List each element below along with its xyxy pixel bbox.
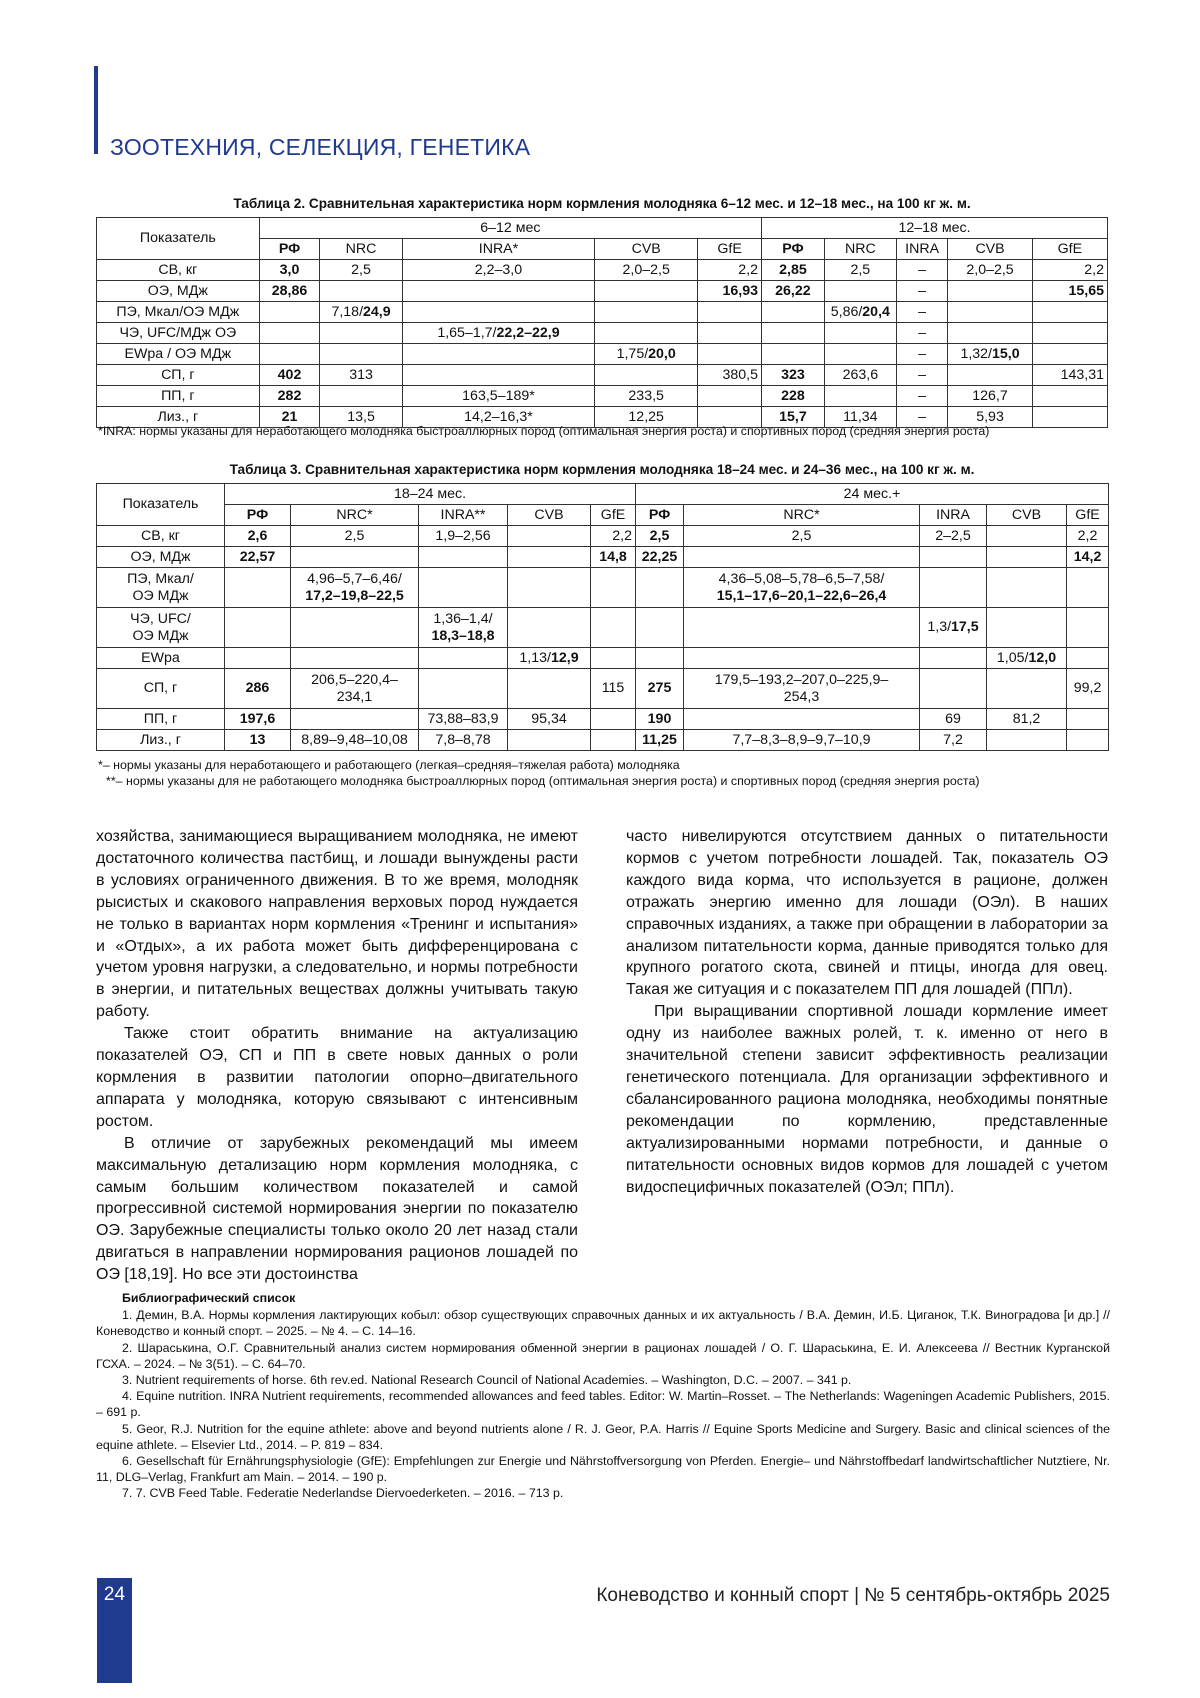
cell: [225, 608, 291, 648]
table-cell: 282: [259, 386, 320, 407]
table-cell: [259, 323, 320, 344]
t2-col: РФ: [762, 239, 825, 260]
table-cell: 263,6: [824, 365, 896, 386]
table-cell: 2,5: [320, 260, 402, 281]
cell: [508, 526, 591, 547]
table-cell: 13,5: [320, 407, 402, 428]
cell: [987, 669, 1067, 709]
cell: 2,5: [636, 526, 684, 547]
t2-h-indicator: Показатель: [97, 218, 260, 260]
cell: 206,5–220,4– 234,1: [291, 669, 419, 709]
cell: [684, 608, 920, 648]
table-cell: [595, 281, 698, 302]
table-cell: 14,2–16,3*: [402, 407, 595, 428]
cell: [291, 648, 419, 669]
table-cell: 380,5: [698, 365, 762, 386]
t2-col: GfE: [1032, 239, 1107, 260]
cell: 7,2: [920, 730, 987, 751]
table-cell: [948, 365, 1032, 386]
cell: 4,36–5,08–5,78–6,5–7,58/ 15,1–17,6–20,1–22,6–26,4: [684, 568, 920, 608]
reference: 4. Equine nutrition. INRA Nutrient requirements, recommended allowances and feed tables. Editor: W. Martin–Rosset. – The Netherlands: Wageningen Academic Publishers, 2015. – 691 p.: [96, 1389, 1110, 1420]
table-cell: [762, 344, 825, 365]
t3-col: CVB: [987, 505, 1067, 526]
table-cell: [320, 344, 402, 365]
cell: [920, 547, 987, 568]
cell: 7,7–8,3–8,9–9,7–10,9: [684, 730, 920, 751]
cell: [591, 709, 636, 730]
t2-body: [97, 260, 1108, 428]
cell: [291, 547, 419, 568]
cell: 179,5–193,2–207,0–225,9– 254,3: [684, 669, 920, 709]
table-cell: [698, 344, 762, 365]
t3-row-pe: [97, 568, 1109, 608]
table-cell: [824, 386, 896, 407]
cell: [419, 547, 508, 568]
cell: 1,3/17,5: [920, 608, 987, 648]
cell: [508, 547, 591, 568]
t3-row-che: [97, 608, 1109, 648]
cell: Лиз., г: [97, 730, 225, 751]
cell: 2,5: [684, 526, 920, 547]
table-cell: Лиз., г: [97, 407, 260, 428]
cell: ОЭ, МДж: [97, 547, 225, 568]
table-cell: [824, 323, 896, 344]
table-cell: 228: [762, 386, 825, 407]
table-cell: 5,93: [948, 407, 1032, 428]
reference: 7. 7. CVB Feed Table. Federatie Nederlandse Diervoederketen. – 2016. – 713 p.: [122, 1486, 564, 1501]
table-cell: ОЭ, МДж: [97, 281, 260, 302]
cell: [291, 709, 419, 730]
t2-col: РФ: [259, 239, 320, 260]
cell: [591, 648, 636, 669]
cell: EWpa: [97, 648, 225, 669]
table-cell: [595, 323, 698, 344]
cell: 2–2,5: [920, 526, 987, 547]
table-cell: 2,85: [762, 260, 825, 281]
table-cell: [1032, 344, 1107, 365]
table-cell: 1,32/15,0: [948, 344, 1032, 365]
t2-col: INRA: [896, 239, 947, 260]
cell: 22,25: [636, 547, 684, 568]
cell: [591, 730, 636, 751]
table-cell: EWpa / ОЭ МДж: [97, 344, 260, 365]
table-cell: [698, 386, 762, 407]
table-cell: 2,2: [1032, 260, 1107, 281]
t3-col: NRC*: [291, 505, 419, 526]
table-cell: [320, 323, 402, 344]
table-cell: 143,31: [1032, 365, 1107, 386]
t3-h-indicator: Показатель: [97, 484, 225, 526]
paragraph: В отличие от зарубежных рекомендаций мы имеем максимальную детализацию норм кормления молодняка, с самым большим количеством показателей и самой прогрессивной системой нормирования энергии по показателю ОЭ. Зарубежные специалисты только около 20 лет назад стали двигаться в направлении нормирования рационов лошадей по ОЭ [18,19]. Но все эти достоинства: [96, 1134, 578, 1284]
table-cell: 12,25: [595, 407, 698, 428]
cell: 1,13/12,9: [508, 648, 591, 669]
cell: [920, 568, 987, 608]
header-accent-bar: [94, 66, 98, 154]
cell: 73,88–83,9: [419, 709, 508, 730]
t2-col: NRC: [320, 239, 402, 260]
table-cell: 1,65–1,7/22,2–22,9: [402, 323, 595, 344]
table2: [96, 217, 1108, 428]
cell: СП, г: [97, 669, 225, 709]
cell: 1,9–2,56: [419, 526, 508, 547]
cell: 14,8: [591, 547, 636, 568]
t3-col: CVB: [508, 505, 591, 526]
table-cell: 233,5: [595, 386, 698, 407]
table-cell: –: [896, 365, 947, 386]
table-cell: –: [896, 281, 947, 302]
cell: [291, 608, 419, 648]
cell: 7,8–8,78: [419, 730, 508, 751]
table-cell: 16,93: [698, 281, 762, 302]
cell: ПП, г: [97, 709, 225, 730]
cell: [508, 608, 591, 648]
table-cell: [402, 302, 595, 323]
cell: 190: [636, 709, 684, 730]
table-cell: ЧЭ, UFC/МДж ОЭ: [97, 323, 260, 344]
cell: 13: [225, 730, 291, 751]
cell: 81,2: [987, 709, 1067, 730]
table-row: [97, 344, 1108, 365]
table3-note2: **– нормы указаны для не работающего молодняка быстроаллюрных пород (оптимальная энергия роста) и спортивных пород (средняя энергия роста): [106, 774, 980, 788]
bibliography-title: Библиографический список: [122, 1291, 296, 1305]
table-cell: 313: [320, 365, 402, 386]
t2-col: GfE: [698, 239, 762, 260]
table-cell: –: [896, 386, 947, 407]
cell: [225, 648, 291, 669]
cell: ПЭ, Мкал/ ОЭ МДж: [97, 568, 225, 608]
table-cell: [1032, 302, 1107, 323]
cell: 22,57: [225, 547, 291, 568]
cell: 2,5: [291, 526, 419, 547]
t2-col: INRA*: [402, 239, 595, 260]
cell: [419, 648, 508, 669]
table-cell: [824, 281, 896, 302]
reference: 5. Geor, R.J. Nutrition for the equine athlete: above and beyond nutrients alone / R. J. Geor, P.A. Harris // Equine Sports Medicine and Surgery. Basic and clinical sciences of the equine athlete. – Elsevier Ltd., 2014. – P. 819 – 834.: [96, 1421, 1110, 1452]
cell: 2,2: [1067, 526, 1109, 547]
body-column-left: [96, 826, 578, 1286]
journal-footer: Коневодство и конный спорт | № 5 сентябрь-октябрь 2025: [596, 1585, 1110, 1606]
table-cell: [1032, 323, 1107, 344]
table-cell: [948, 281, 1032, 302]
table-cell: 402: [259, 365, 320, 386]
table-cell: 15,7: [762, 407, 825, 428]
t3-col: РФ: [225, 505, 291, 526]
cell: 275: [636, 669, 684, 709]
table-cell: 7,18/24,9: [320, 302, 402, 323]
cell: [684, 648, 920, 669]
t3-col: NRC*: [684, 505, 920, 526]
table-cell: 3,0: [259, 260, 320, 281]
cell: [1067, 608, 1109, 648]
table-row: [97, 365, 1108, 386]
table-cell: 28,86: [259, 281, 320, 302]
cell: [225, 568, 291, 608]
cell: [1067, 730, 1109, 751]
t2-col: NRC: [824, 239, 896, 260]
cell: 95,34: [508, 709, 591, 730]
table-cell: 2,5: [824, 260, 896, 281]
page-number: 24: [97, 1578, 132, 1683]
table-cell: [402, 344, 595, 365]
table-cell: 2,2: [698, 260, 762, 281]
table-cell: [595, 302, 698, 323]
table-cell: [698, 302, 762, 323]
cell: [920, 669, 987, 709]
cell: [684, 709, 920, 730]
paragraph: При выращивании спортивной лошади кормление имеет одну из наиболее важных ролей, т. к. именно от него в значительной степени зависит эффективность реализации генетического потенциала. Для организации эффективного и сбалансированного рациона молодняка, необходимы понятные рекомендации по кормлению, представленные актуализированными нормами потребности, и данные о питательности основных видов кормов для лошадей с учетом видоспецифичных показателей (ОЭл; ППл).: [626, 1003, 1108, 1196]
table-row: [97, 302, 1108, 323]
table-cell: 163,5–189*: [402, 386, 595, 407]
cell: 1,36–1,4/ 18,3–18,8: [419, 608, 508, 648]
table-cell: [595, 365, 698, 386]
cell: [636, 648, 684, 669]
table-cell: [762, 302, 825, 323]
table-row: [97, 281, 1108, 302]
cell: [636, 568, 684, 608]
table-cell: 126,7: [948, 386, 1032, 407]
table-cell: [402, 281, 595, 302]
table-row: [97, 323, 1108, 344]
cell: [591, 608, 636, 648]
cell: 197,6: [225, 709, 291, 730]
t2-col: CVB: [595, 239, 698, 260]
table-cell: 11,34: [824, 407, 896, 428]
cell: 14,2: [1067, 547, 1109, 568]
cell: [920, 648, 987, 669]
table-cell: 2,0–2,5: [595, 260, 698, 281]
table-cell: –: [896, 260, 947, 281]
cell: ЧЭ, UFC/ ОЭ МДж: [97, 608, 225, 648]
table2-caption: Таблица 2. Сравнительная характеристика норм кормления молодняка 6–12 мес. и 12–18 мес., на 100 кг ж. м.: [233, 196, 971, 211]
t2-h-group2: 12–18 мес.: [762, 218, 1108, 239]
t3-row-pp: [97, 709, 1109, 730]
t2-col: CVB: [948, 239, 1032, 260]
cell: 286: [225, 669, 291, 709]
reference: 2. Шараськина, О.Г. Сравнительный анализ систем нормирования обменной энергии в рационах лошадей / О. Г. Шараськина, Е. И. Алексеева // Вестник Курганской ГСХА. – 2024. – № 3(51). – С. 64–70.: [96, 1340, 1110, 1371]
table-cell: [824, 344, 896, 365]
table-cell: 1,75/20,0: [595, 344, 698, 365]
body-column-right: [626, 826, 1108, 1198]
table-cell: 26,22: [762, 281, 825, 302]
cell: СВ, кг: [97, 526, 225, 547]
table-cell: 15,65: [1032, 281, 1107, 302]
t3-h-group1: 18–24 мес.: [225, 484, 636, 505]
table-row: [97, 386, 1108, 407]
section-title: ЗООТЕХНИЯ, СЕЛЕКЦИЯ, ГЕНЕТИКА: [110, 134, 531, 160]
cell: [419, 568, 508, 608]
cell: 69: [920, 709, 987, 730]
table-cell: [948, 323, 1032, 344]
table-cell: [320, 281, 402, 302]
cell: 8,89–9,48–10,08: [291, 730, 419, 751]
t2-h-group1: 6–12 мес: [259, 218, 761, 239]
cell: [1067, 709, 1109, 730]
table-cell: –: [896, 323, 947, 344]
cell: 11,25: [636, 730, 684, 751]
paragraph: часто нивелируются отсутствием данных о питательности кормов с учетом потребности лошадей. Так, показатель ОЭ каждого вида корма, что используется в рационе, должен отражать энергию именно для лошади (ОЭл). В наших справочных изданиях, а также при обращении в лаборатории за анализом питательности корма, данные приводятся только для крупного рогатого скота, свиней и птицы, иногда для овец. Такая же ситуация и с показателем ПП для лошадей (ППл).: [626, 828, 1108, 999]
cell: [1067, 568, 1109, 608]
table3-note1: *– нормы указаны для неработающего и работающего (легкая–средняя–тяжелая работа) молодняка: [98, 758, 680, 772]
table-cell: –: [896, 302, 947, 323]
cell: 2,2: [591, 526, 636, 547]
paragraph: Также стоит обратить внимание на актуализацию показателей ОЭ, СП и ПП в свете новых данных о роли кормления в развитии патологии опорно–двигательного аппарата у молодняка, которую связывают с интенсивным ростом.: [96, 1025, 578, 1130]
cell: 99,2: [1067, 669, 1109, 709]
cell: [636, 608, 684, 648]
table-cell: [259, 302, 320, 323]
table-cell: ПП, г: [97, 386, 260, 407]
cell: [591, 568, 636, 608]
cell: [987, 526, 1067, 547]
t3-col: INRA**: [419, 505, 508, 526]
reference: 1. Демин, В.А. Нормы кормления лактирующих кобыл: обзор существующих справочных данных и их актуальность / В.А. Демин, И.Б. Циганок, Т.К. Виноградова [и др.] // Коневодство и конный спорт. – 2025. – № 4. – С. 14–16.: [96, 1308, 1110, 1339]
table-cell: ПЭ, Мкал/ОЭ МДж: [97, 302, 260, 323]
table2-note: *INRA: нормы указаны для неработающего молодняка быстроаллюрных пород (оптимальная энергия роста) и спортивных пород (средняя энергия роста): [98, 424, 990, 438]
table3-caption: Таблица 3. Сравнительная характеристика норм кормления молодняка 18–24 мес. и 24–36 мес., на 100 кг ж. м.: [229, 462, 975, 477]
bibliography: [96, 1290, 1110, 1502]
cell: [987, 547, 1067, 568]
table-cell: 323: [762, 365, 825, 386]
cell: [419, 669, 508, 709]
table-cell: [1032, 386, 1107, 407]
table-cell: –: [896, 407, 947, 428]
cell: [508, 730, 591, 751]
cell: [508, 568, 591, 608]
cell: [987, 730, 1067, 751]
cell: 2,6: [225, 526, 291, 547]
table-row: [97, 260, 1108, 281]
table-cell: СВ, кг: [97, 260, 260, 281]
t3-row-sp: [97, 669, 1109, 709]
paragraph: хозяйства, занимающиеся выращиванием молодняка, не имеют достаточного количества пастбищ, и лошади вынуждены расти в условиях ограниченного движения. В то же время, молодняк рысистых и скакового направления верховых пород нуждается не только в вариантах норм кормления «Тренинг и испытания» и «Отдых», а их работа может быть дифференцирована с учетом уровня нагрузки, а следовательно, и нормы потребности в энергии, и питательных веществах должны учитывать такую работу.: [96, 828, 578, 1021]
table-cell: 5,86/20,4: [824, 302, 896, 323]
table-cell: –: [896, 344, 947, 365]
table-cell: 2,2–3,0: [402, 260, 595, 281]
t3-row-liz: [97, 730, 1109, 751]
reference: 6. Gesellschaft für Ernährungsphysiologie (GfE): Empfehlungen zur Energie und Nährstoffversorgung von Pferden. Energie– und Nährstoffbedarf landwirtschaftlicher Nutztiere, Nr. 11, DLG–Verlag, Frankfurt am Main. – 2014. – 190 p.: [96, 1454, 1110, 1485]
t3-col: INRA: [920, 505, 987, 526]
cell: [684, 547, 920, 568]
table-cell: 21: [259, 407, 320, 428]
t3-col: GfE: [1067, 505, 1109, 526]
t3-h-group2: 24 мес.+: [636, 484, 1109, 505]
table-cell: СП, г: [97, 365, 260, 386]
t3-row-ewpa: [97, 648, 1109, 669]
t3-col: РФ: [636, 505, 684, 526]
table-cell: [320, 386, 402, 407]
reference: 3. Nutrient requirements of horse. 6th rev.ed. National Research Council of National Academies. – Washington, D.C. – 2007. – 341 p.: [122, 1373, 852, 1388]
t3-row-sv: [97, 526, 1109, 547]
cell: [987, 568, 1067, 608]
table-cell: [698, 323, 762, 344]
table-cell: [762, 323, 825, 344]
cell: [1067, 648, 1109, 669]
table3: [96, 483, 1109, 751]
cell: 4,96–5,7–6,46/ 17,2–19,8–22,5: [291, 568, 419, 608]
cell: [508, 669, 591, 709]
table-cell: 2,0–2,5: [948, 260, 1032, 281]
cell: 115: [591, 669, 636, 709]
t3-row-oe: [97, 547, 1109, 568]
table-cell: [259, 344, 320, 365]
cell: [987, 608, 1067, 648]
cell: 1,05/12,0: [987, 648, 1067, 669]
table-cell: [948, 302, 1032, 323]
table-cell: [402, 365, 595, 386]
t3-col: GfE: [591, 505, 636, 526]
